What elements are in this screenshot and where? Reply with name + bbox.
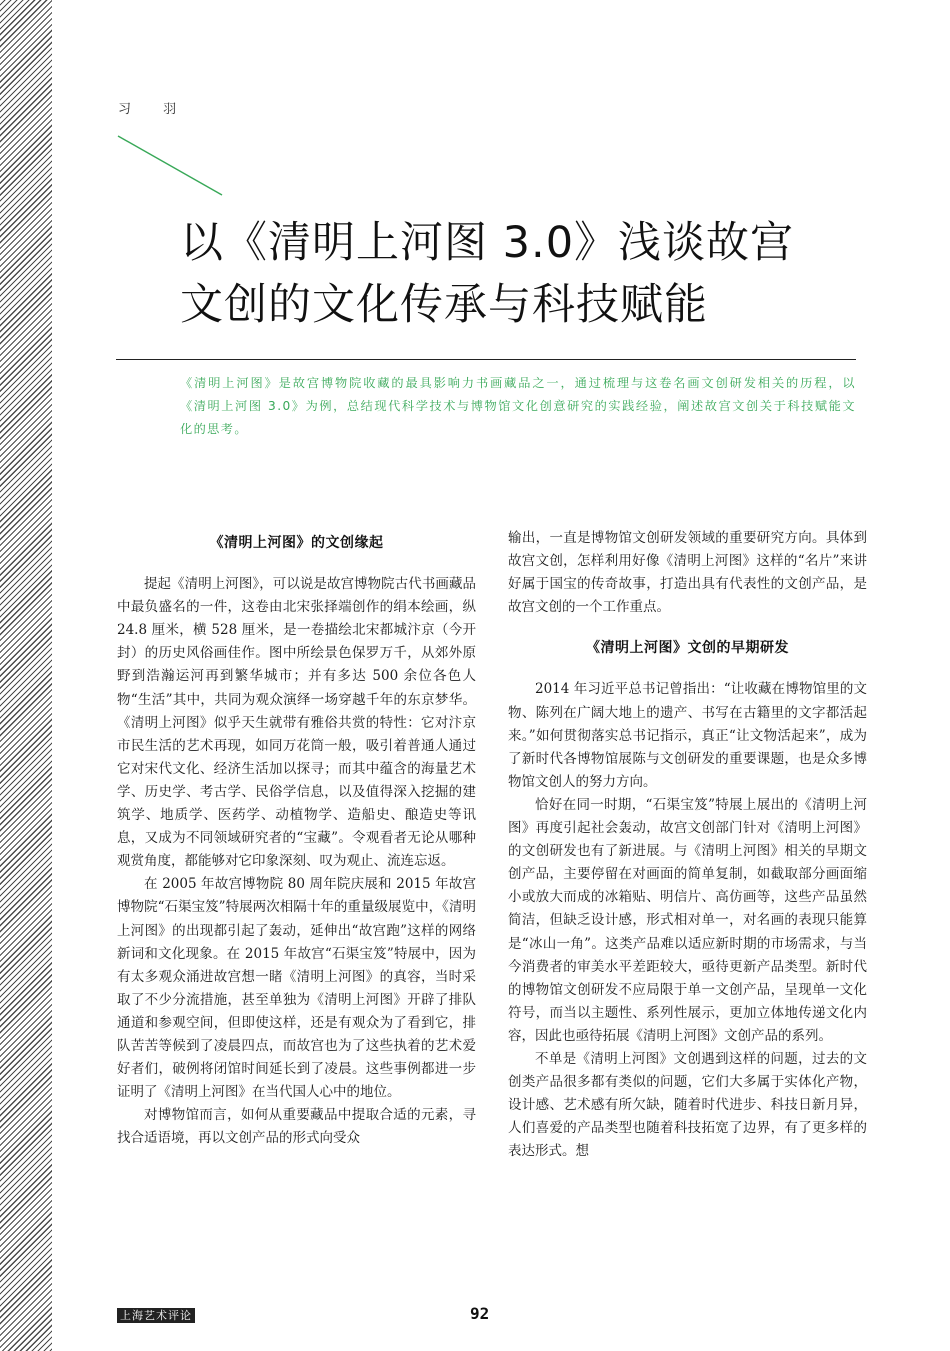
body-paragraph: 对博物馆而言，如何从重要藏品中提取合适的元素，寻找合适语境，再以文创产品的形式向受众 bbox=[117, 1107, 476, 1147]
title-line-2: 文创的文化传承与科技赋能 bbox=[180, 280, 708, 330]
section-heading-early-development: 《清明上河图》文创的早期研发 bbox=[586, 640, 789, 657]
hatch-margin-decoration bbox=[0, 0, 52, 1351]
green-accent-line bbox=[116, 134, 226, 198]
right-column bbox=[508, 527, 867, 1163]
body-paragraph: 恰好在同一时期，“石渠宝笈”特展上展出的《清明上河图》再度引起社会轰动，故宫文创部门针对《清明上河图》的文创研发也有了新进展。与《清明上河图》相关的早期文创产品，主要停留在对画面的简单复制，如截取部分画面缩小或放大而成的冰箱贴、明信片、高仿画等，这些产品虽然简洁，但缺乏设计感，形式相对单一，对名画的表现只能算是“冰山一角”。这类产品难以适应新时期的市场需求，与当今消费者的审美水平差距较大，亟待更新产品类型。新时代的博物馆文创研发不应局限于单一文创产品，呈现单一文化符号，而当以主题性、系列性展示，更加立体地传递文化内容，因此也亟待拓展《清明上河图》文创产品的系列。 bbox=[508, 796, 867, 1044]
body-paragraph: 2014 年习近平总书记曾指出：“让收藏在博物馆里的文物、陈列在广阔大地上的遗产、书写在古籍里的文字都活起来。”如何贯彻落实总书记指示，真正“让文物活起来”，成为了新时代各博物馆展陈与文创研发的重要课题，也是众多博物馆文创人的努力方向。 bbox=[508, 681, 867, 790]
body-paragraph: 提起《清明上河图》，可以说是故宫博物院古代书画藏品中最负盛名的一件，这卷由北宋张择端创作的绢本绘画，纵 24.8 厘米，横 528 厘米，是一卷描绘北宋都城汴京（今开封）的历史风俗画佳作。图中所绘景色保罗万千，从郊外原野到浩瀚运河再到繁华城市；并有多达 500 余位各色人物“生活”其中，共同为观众演绎一场穿越千年的东京梦华。《清明上河图》似乎天生就带有雅俗共赏的特性：它对汴京市民生活的艺术再现，如同万花筒一般，吸引着普通人通过它对宋代文化、经济生活加以探寻；而其中蕴含的海量艺术学、历史学、考古学、民俗学信息，以及值得深入挖掘的建筑学、地质学、医药学、动植物学、造船史、酿造史等讯息，又成为不同领域研究者的“宝藏”。令观看者无论从哪种观赏角度，都能够对它印象深刻、叹为观止、流连忘返。 bbox=[117, 576, 476, 870]
body-paragraph-continued: 输出，一直是博物馆文创研发领域的重要研究方向。具体到故宫文创，怎样利用好像《清明上河图》这样的“名片”来讲好属于国宝的传奇故事，打造出具有代表性的文创产品，是故宫文创的一个工作重点。 bbox=[508, 530, 867, 616]
body-paragraph: 在 2005 年故宫博物院 80 周年院庆展和 2015 年故宫博物院“石渠宝笈”特展两次相隔十年的重量级展览中，《清明上河图》的出现都引起了轰动，延伸出“故宫跑”这样的网络新词和文化现象。在 2015 年故宫“石渠宝笈”特展中，因为有太多观众涌进故宫想一睹《清明上河图》的真容，当时采取了不少分流措施，甚至单独为《清明上河图》开辟了排队通道和参观空间，但即使这样，还是有观众为了看到它，排队苦苦等候到了凌晨四点，而故宫也为了这些执着的艺术爱好者们，破例将闭馆时间延长到了凌晨。这些事例都进一步证明了《清明上河图》在当代国人心中的地位。 bbox=[117, 876, 476, 1101]
abstract: 《清明上河图》是故宫博物院收藏的最具影响力书画藏品之一，通过梳理与这卷名画文创研发相关的历程，以《清明上河图 3.0》为例，总结现代科学技术与博物馆文化创意研究的实践经验，阐述故宫文创关于科技赋能文化的思考。 bbox=[180, 376, 856, 436]
title-divider bbox=[116, 359, 856, 360]
author-name: 习 羽 bbox=[118, 102, 191, 117]
body-paragraph: 不单是《清明上河图》文创遇到这样的问题，过去的文创类产品很多都有类似的问题，它们大多属于实体化产物，设计感、艺术感有所欠缺，随着时代进步、科技日新月异，人们喜爱的产品类型也随着科技拓宽了边界，有了更多样的表达形式。想 bbox=[508, 1050, 867, 1160]
article-title bbox=[180, 212, 880, 336]
page-number: 92 bbox=[470, 1304, 490, 1323]
left-column bbox=[117, 532, 476, 1150]
title-line-1: 以《清明上河图 3.0》浅谈故宫 bbox=[180, 218, 795, 268]
journal-logo: 上海艺术评论 bbox=[117, 1308, 195, 1323]
section-heading-origin: 《清明上河图》的文创缘起 bbox=[209, 535, 384, 551]
